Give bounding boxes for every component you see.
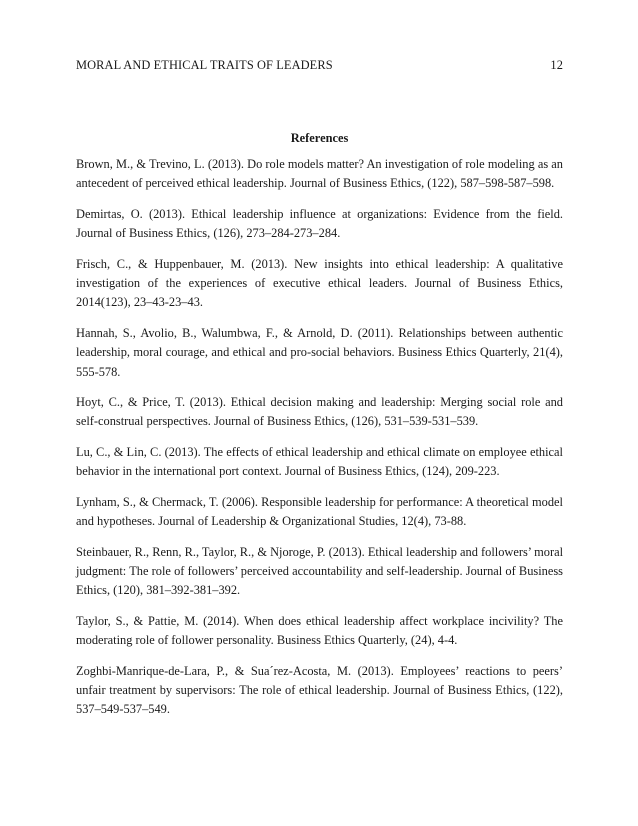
page-number: 12 bbox=[550, 58, 563, 72]
reference-entry: Hoyt, C., & Price, T. (2013). Ethical decision making and leadership: Merging social role and self-construal perspectives. Journal of Business Ethics, (126), 531–539-531–539. bbox=[76, 395, 563, 429]
reference-entry: Demirtas, O. (2013). Ethical leadership influence at organizations: Evidence from the field. Journal of Business Ethics, (126), 273–284-273–284. bbox=[76, 206, 563, 241]
running-title: MORAL AND ETHICAL TRAITS OF LEADERS bbox=[76, 58, 333, 72]
reference-entry: Zoghbi-Manrique-de-Lara, P., & Sua´rez-Acosta, M. (2013). Employees’ reactions to peers’ unfair treatment by supervisors: The role of ethical leadership. Journal of Business Ethics, (122), 537–549-537–549. bbox=[76, 663, 563, 717]
reference-entry: Brown, M., & Trevino, L. (2013). Do role models matter? An investigation of role modeling as an antecedent of perceived ethical leadership. Journal of Business Ethics, (122), 587–598-587–598. bbox=[76, 157, 563, 191]
reference-entry: Frisch, C., & Huppenbauer, M. (2013). New insights into ethical leadership: A qualitative investigation of the experiences of executive ethical leaders. Journal of Business Ethics, 2014(123), 23–43-23–43. bbox=[76, 256, 563, 310]
reference-entry: Hannah, S., Avolio, B., Walumbwa, F., & Arnold, D. (2011). Relationships between authentic leadership, moral courage, and ethical and pro-social behaviors. Business Ethics Quarterly, 21(4), 555-578. bbox=[76, 325, 563, 379]
running-head bbox=[76, 58, 563, 73]
reference-entry: Taylor, S., & Pattie, M. (2014). When does ethical leadership affect workplace incivility? The moderating role of follower personality. Business Ethics Quarterly, (24), 4-4. bbox=[76, 613, 563, 648]
references-list bbox=[76, 155, 563, 731]
reference-entry: Lynham, S., & Chermack, T. (2006). Responsible leadership for performance: A theoretical model and hypotheses. Journal of Leadership & Organizational Studies, 12(4), 73-88. bbox=[76, 494, 563, 529]
reference-entry: Lu, C., & Lin, C. (2013). The effects of ethical leadership and ethical climate on employee ethical behavior in the international port context. Journal of Business Ethics, (124), 209-223. bbox=[76, 444, 563, 479]
reference-entry: Steinbauer, R., Renn, R., Taylor, R., & Njoroge, P. (2013). Ethical leadership and followers’ moral judgment: The role of followers’ perceived accountability and self-leadership. Journal of Business Ethics, (120), 381–392-381–392. bbox=[76, 544, 564, 598]
references-heading: References bbox=[290, 131, 349, 145]
